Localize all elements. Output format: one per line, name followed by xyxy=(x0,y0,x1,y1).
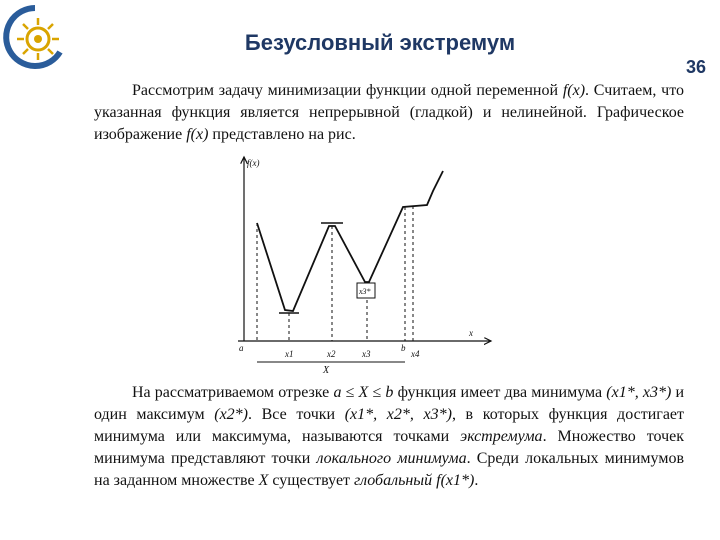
intro-text-2: . Считаем, что указанная функция является непрерывной (гладкой) и нелинейной. Графическое изображение xyxy=(94,82,684,143)
tick-x2: x2 xyxy=(327,349,336,359)
region-label: X xyxy=(323,365,330,376)
intro-formula-f: f(x) xyxy=(562,82,586,99)
y-axis-label: f(x) xyxy=(247,158,260,168)
ext-text-1: На рассматриваемом отрезке xyxy=(132,384,330,401)
ext-text-2: функция имеет два минимума xyxy=(397,384,603,401)
ext-text-4: . Все точки xyxy=(248,406,336,423)
ext-term-extremum: экстремума xyxy=(460,428,543,445)
ext-global-formula: f(x1*) xyxy=(436,472,475,489)
company-logo xyxy=(2,4,68,70)
tick-x1: x1 xyxy=(285,349,294,359)
function-graph xyxy=(233,155,495,378)
tick-b: b xyxy=(401,343,406,353)
ext-maximum-formula: (x2*) xyxy=(214,406,249,423)
ext-points-formula: (x1*, x2*, x3*) xyxy=(344,406,452,423)
ext-term-local-min: локального минимума xyxy=(316,450,467,467)
function-curve xyxy=(257,171,443,311)
ext-segment-formula: a ≤ X ≤ b xyxy=(333,384,394,401)
ext-text-8: существует xyxy=(272,472,351,489)
intro-formula-f2: f(x) xyxy=(186,126,209,143)
ext-term-global: глобальный xyxy=(354,472,433,489)
ext-text-9: . xyxy=(474,472,479,489)
ext-text-5: , в которых функция достигает минимума или максимума, называются точками xyxy=(94,406,685,445)
tick-x4: x4 xyxy=(411,349,420,359)
ext-text-6: . Множество точек минимума представляют точки xyxy=(94,428,684,467)
min3-box-label: x3* xyxy=(359,287,371,296)
ext-minima-formula: (x1*, x3*) xyxy=(606,384,672,401)
intro-text-3: представлено на рис. xyxy=(212,126,356,143)
intro-text-1: Рассмотрим задачу минимизации функции одной переменной xyxy=(132,82,559,99)
tick-x3: x3 xyxy=(362,349,371,359)
ext-text-3: и один максимум xyxy=(94,384,685,423)
slide-title: Безусловный экстремум xyxy=(244,30,516,55)
intro-paragraph xyxy=(94,80,684,146)
extremum-paragraph xyxy=(94,382,684,492)
x-axis-label: x xyxy=(469,328,473,338)
ext-set-x: X xyxy=(258,472,269,489)
tick-a: a xyxy=(239,343,244,353)
page-number: 36 xyxy=(685,57,706,77)
ext-text-7: . Среди локальных минимумов на заданном множестве xyxy=(94,450,685,489)
